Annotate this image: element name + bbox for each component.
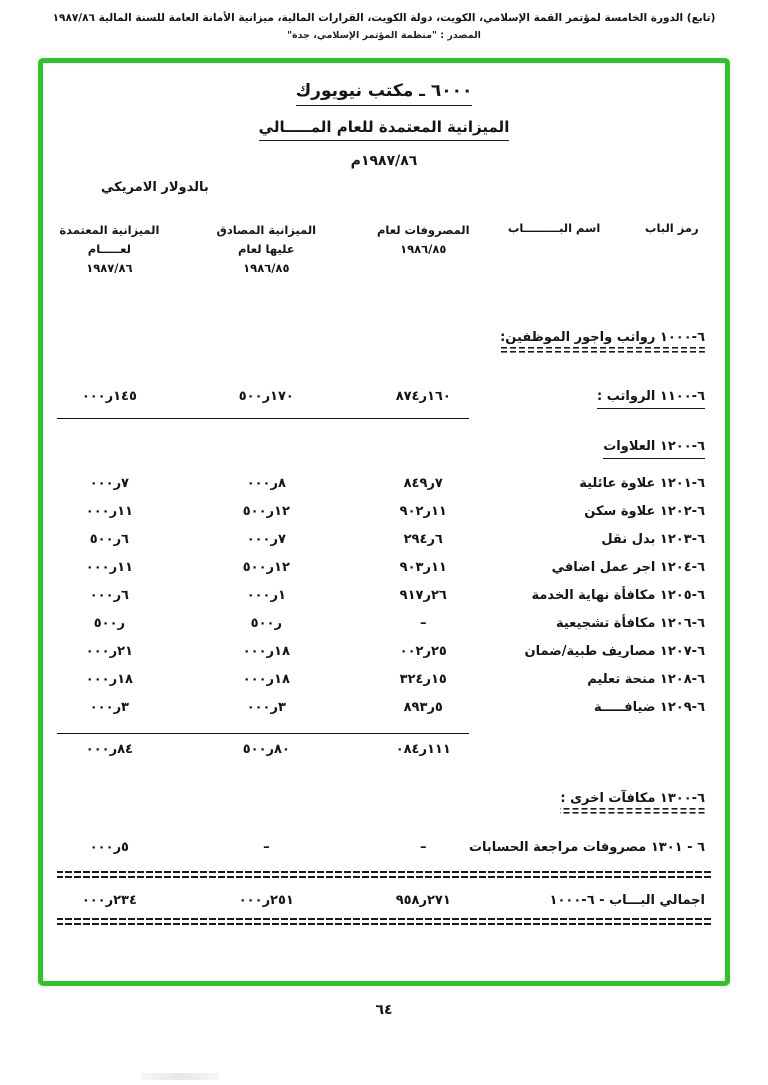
row-label: ٦-١٢٠٥ مكافأة نهاية الخدمة (531, 587, 705, 603)
col-header-approved-new-year: ١٩٨٧/٨٦ (86, 260, 133, 275)
col-header-approved-new-line1: الميزانية المعتمدة (59, 223, 160, 237)
value-approved-prev: – (263, 839, 270, 855)
table-header-row (57, 221, 711, 278)
green-highlight-frame (38, 58, 730, 986)
value-approved-prev: ر٥٠٠ (250, 615, 282, 631)
row-1209-hospitality (57, 700, 711, 715)
source-label: المصدر : (440, 30, 481, 41)
source-line (0, 30, 768, 41)
row-label (476, 389, 711, 404)
row-1301-audit-expenses (57, 840, 711, 855)
value-expenses: ١١ر٩٠٢ (399, 503, 447, 519)
row-label: ٦-١٢٠٧ مصاريف طبية/ضمان (524, 643, 705, 659)
value-approved-new: ١١ر٠٠٠ (85, 559, 133, 575)
value-approved-prev: ١٢ر٥٠٠ (242, 559, 290, 575)
value-approved-new: ٣ر٠٠٠ (89, 699, 129, 715)
row-1203-transport-allowance (57, 532, 711, 547)
value-approved-new: ر٥٠٠ (93, 615, 126, 631)
value-approved-prev: ١ر٠٠٠ (246, 587, 286, 603)
value-approved-new: ٢١ر٠٠٠ (85, 643, 133, 659)
value-expenses: ٧ر٨٤٩ (403, 475, 443, 491)
citation-line: (تابع) الدورة الخامسة لمؤتمر القمة الإسلامي، الكويت، دولة الكويت، القرارات المالية، ميزانية الأمانة العامة للسنة المالية ١٩٨٧/٨٦ (52, 12, 716, 24)
value-expenses: ١٦٠ر٨٧٤ (395, 388, 451, 404)
value-approved-prev: ٨ر٠٠٠ (246, 475, 286, 491)
row-label: ٦-١٢٠٣ بدل نقل (601, 531, 705, 547)
value-approved-prev: ١٧٠ر٥٠٠ (238, 388, 294, 404)
grand-total-expenses: ٢٧١ر٩٥٨ (395, 892, 451, 908)
col-header-name: اسم البـــــــــاب (507, 221, 601, 235)
row-label: ٦-١٢٠٢ علاوة سكن (584, 503, 705, 519)
grand-total-approved-prev: ٢٥١ر٠٠٠ (238, 892, 294, 908)
value-expenses: ٥ر٨٩٣ (403, 699, 443, 715)
value-expenses: ٦ر٢٩٤ (403, 531, 443, 547)
col-header-approved-prev (214, 221, 319, 278)
row-1100-salaries (57, 389, 711, 404)
citation-header (0, 0, 768, 41)
row-1205-end-of-service (57, 588, 711, 603)
row-allowances-subtotal (57, 742, 711, 757)
source-value: "منظمة المؤتمر الإسلامي، جدة" (287, 30, 437, 41)
row-label: ٦-١٢٠٤ اجر عمل اضافي (551, 559, 705, 575)
value-approved-new: ١١ر٠٠٠ (85, 503, 133, 519)
value-expenses: ١١ر٩٠٣ (399, 559, 447, 575)
subtotal-approved-prev: ٨٠ر٥٠٠ (242, 741, 290, 757)
subtotal-approved-new: ٨٤ر٠٠٠ (85, 741, 133, 757)
col-header-approved-new (57, 221, 162, 278)
value-approved-new: ١٤٥ر٠٠٠ (81, 388, 137, 404)
value-approved-new: ٦ر٥٠٠ (89, 531, 129, 547)
section-header-salaries-wages (57, 330, 711, 353)
col-header-code: رمز الباب (644, 221, 699, 235)
allowances-subtotal-rule (57, 733, 469, 734)
value-approved-prev: ١٨ر٠٠٠ (242, 671, 290, 687)
budget-title: الميزانية المعتمدة للعام المـــــالي (259, 118, 510, 141)
value-approved-prev: ٧ر٠٠٠ (246, 531, 286, 547)
row-label: ٦-١٢٠٦ مكافأة تشجيعية (555, 615, 705, 631)
value-approved-new: ٥ر٠٠٠ (89, 839, 129, 855)
col-header-approved-prev-line2: عليها لعام ١٩٨٦/٨٥ (237, 241, 295, 275)
col-header-expenses (371, 221, 476, 278)
subtotal-expenses: ١١١ر٠٨٤ (395, 741, 451, 757)
value-approved-prev: ١٨ر٠٠٠ (242, 643, 290, 659)
value-approved-prev: ١٢ر٥٠٠ (242, 503, 290, 519)
col-header-approved-prev-line1: الميزانية المصادق (216, 223, 317, 237)
section-header-other-remunerations (57, 791, 711, 814)
row-label: ٦-١٢٠٩ ضيافـــــة (594, 699, 705, 715)
header-gap (319, 221, 371, 278)
value-approved-new: ١٨ر٠٠٠ (85, 671, 133, 687)
row-label: ٦-١٢٠١ علاوة عائلية (579, 475, 705, 491)
value-approved-prev: ٣ر٠٠٠ (246, 699, 286, 715)
office-title-wrap (57, 81, 711, 101)
section-header-salaries-wages-text: ٦-١٠٠٠ رواتب واجور الموظفين: (500, 330, 705, 353)
budget-year: ١٩٨٧/٨٦م (350, 153, 418, 169)
value-approved-new: ٦ر٠٠٠ (89, 587, 129, 603)
separator-double-dashed (57, 871, 711, 879)
currency-note: بالدولار الامريكي (101, 180, 209, 195)
row-1208-education-grant (57, 672, 711, 687)
row-1202-housing-allowance (57, 504, 711, 519)
value-approved-new: ٧ر٠٠٠ (89, 475, 129, 491)
row-label: ٦ - ١٣٠١ مصروفات مراجعة الحسابات (468, 839, 705, 855)
value-expenses: – (420, 615, 427, 631)
salaries-rule (57, 418, 469, 419)
col-header-approved-new-line2: لعـــــام (87, 241, 131, 256)
col-header-expenses-year: ١٩٨٦/٨٥ (400, 241, 447, 256)
row-1204-overtime (57, 560, 711, 575)
grand-total-label: اجمالي البـــاب - ٦-١٠٠٠ (549, 892, 705, 908)
row-1206-incentive-bonus (57, 616, 711, 631)
value-expenses: ٢٦ر٩١٧ (399, 587, 447, 603)
separator-double-dashed (57, 918, 711, 926)
section-header-allowances-text: ٦-١٢٠٠ العلاوات (603, 439, 705, 459)
page-number: ٦٤ (375, 1002, 393, 1018)
budget-table-document (43, 63, 725, 926)
header-gap (162, 221, 214, 278)
section-header-allowances (57, 439, 711, 454)
value-expenses: ١٥ر٣٢٤ (399, 671, 447, 687)
row-label: ٦-١٢٠٨ منحة تعليم (587, 671, 705, 687)
value-expenses: – (420, 839, 427, 855)
grand-total-approved-new: ٢٣٤ر٠٠٠ (81, 892, 137, 908)
value-expenses: ٢٥ر٠٠٢ (399, 643, 447, 659)
section-header-other-remunerations-text: ٦-١٣٠٠ مكافآت اخرى : (560, 791, 705, 814)
scan-artifact (140, 1073, 220, 1080)
budget-title-wrap (57, 118, 711, 136)
row-1100-label: ٦-١١٠٠ الرواتب : (597, 389, 705, 409)
row-chapter-grand-total (57, 893, 711, 908)
row-1207-medical-insurance (57, 644, 711, 659)
office-title: ٦٠٠٠ ـ مكتب نيويورك (296, 81, 473, 106)
row-1201-family-allowance (57, 476, 711, 491)
col-header-expenses-line1: المصروفات لعام (376, 223, 470, 237)
